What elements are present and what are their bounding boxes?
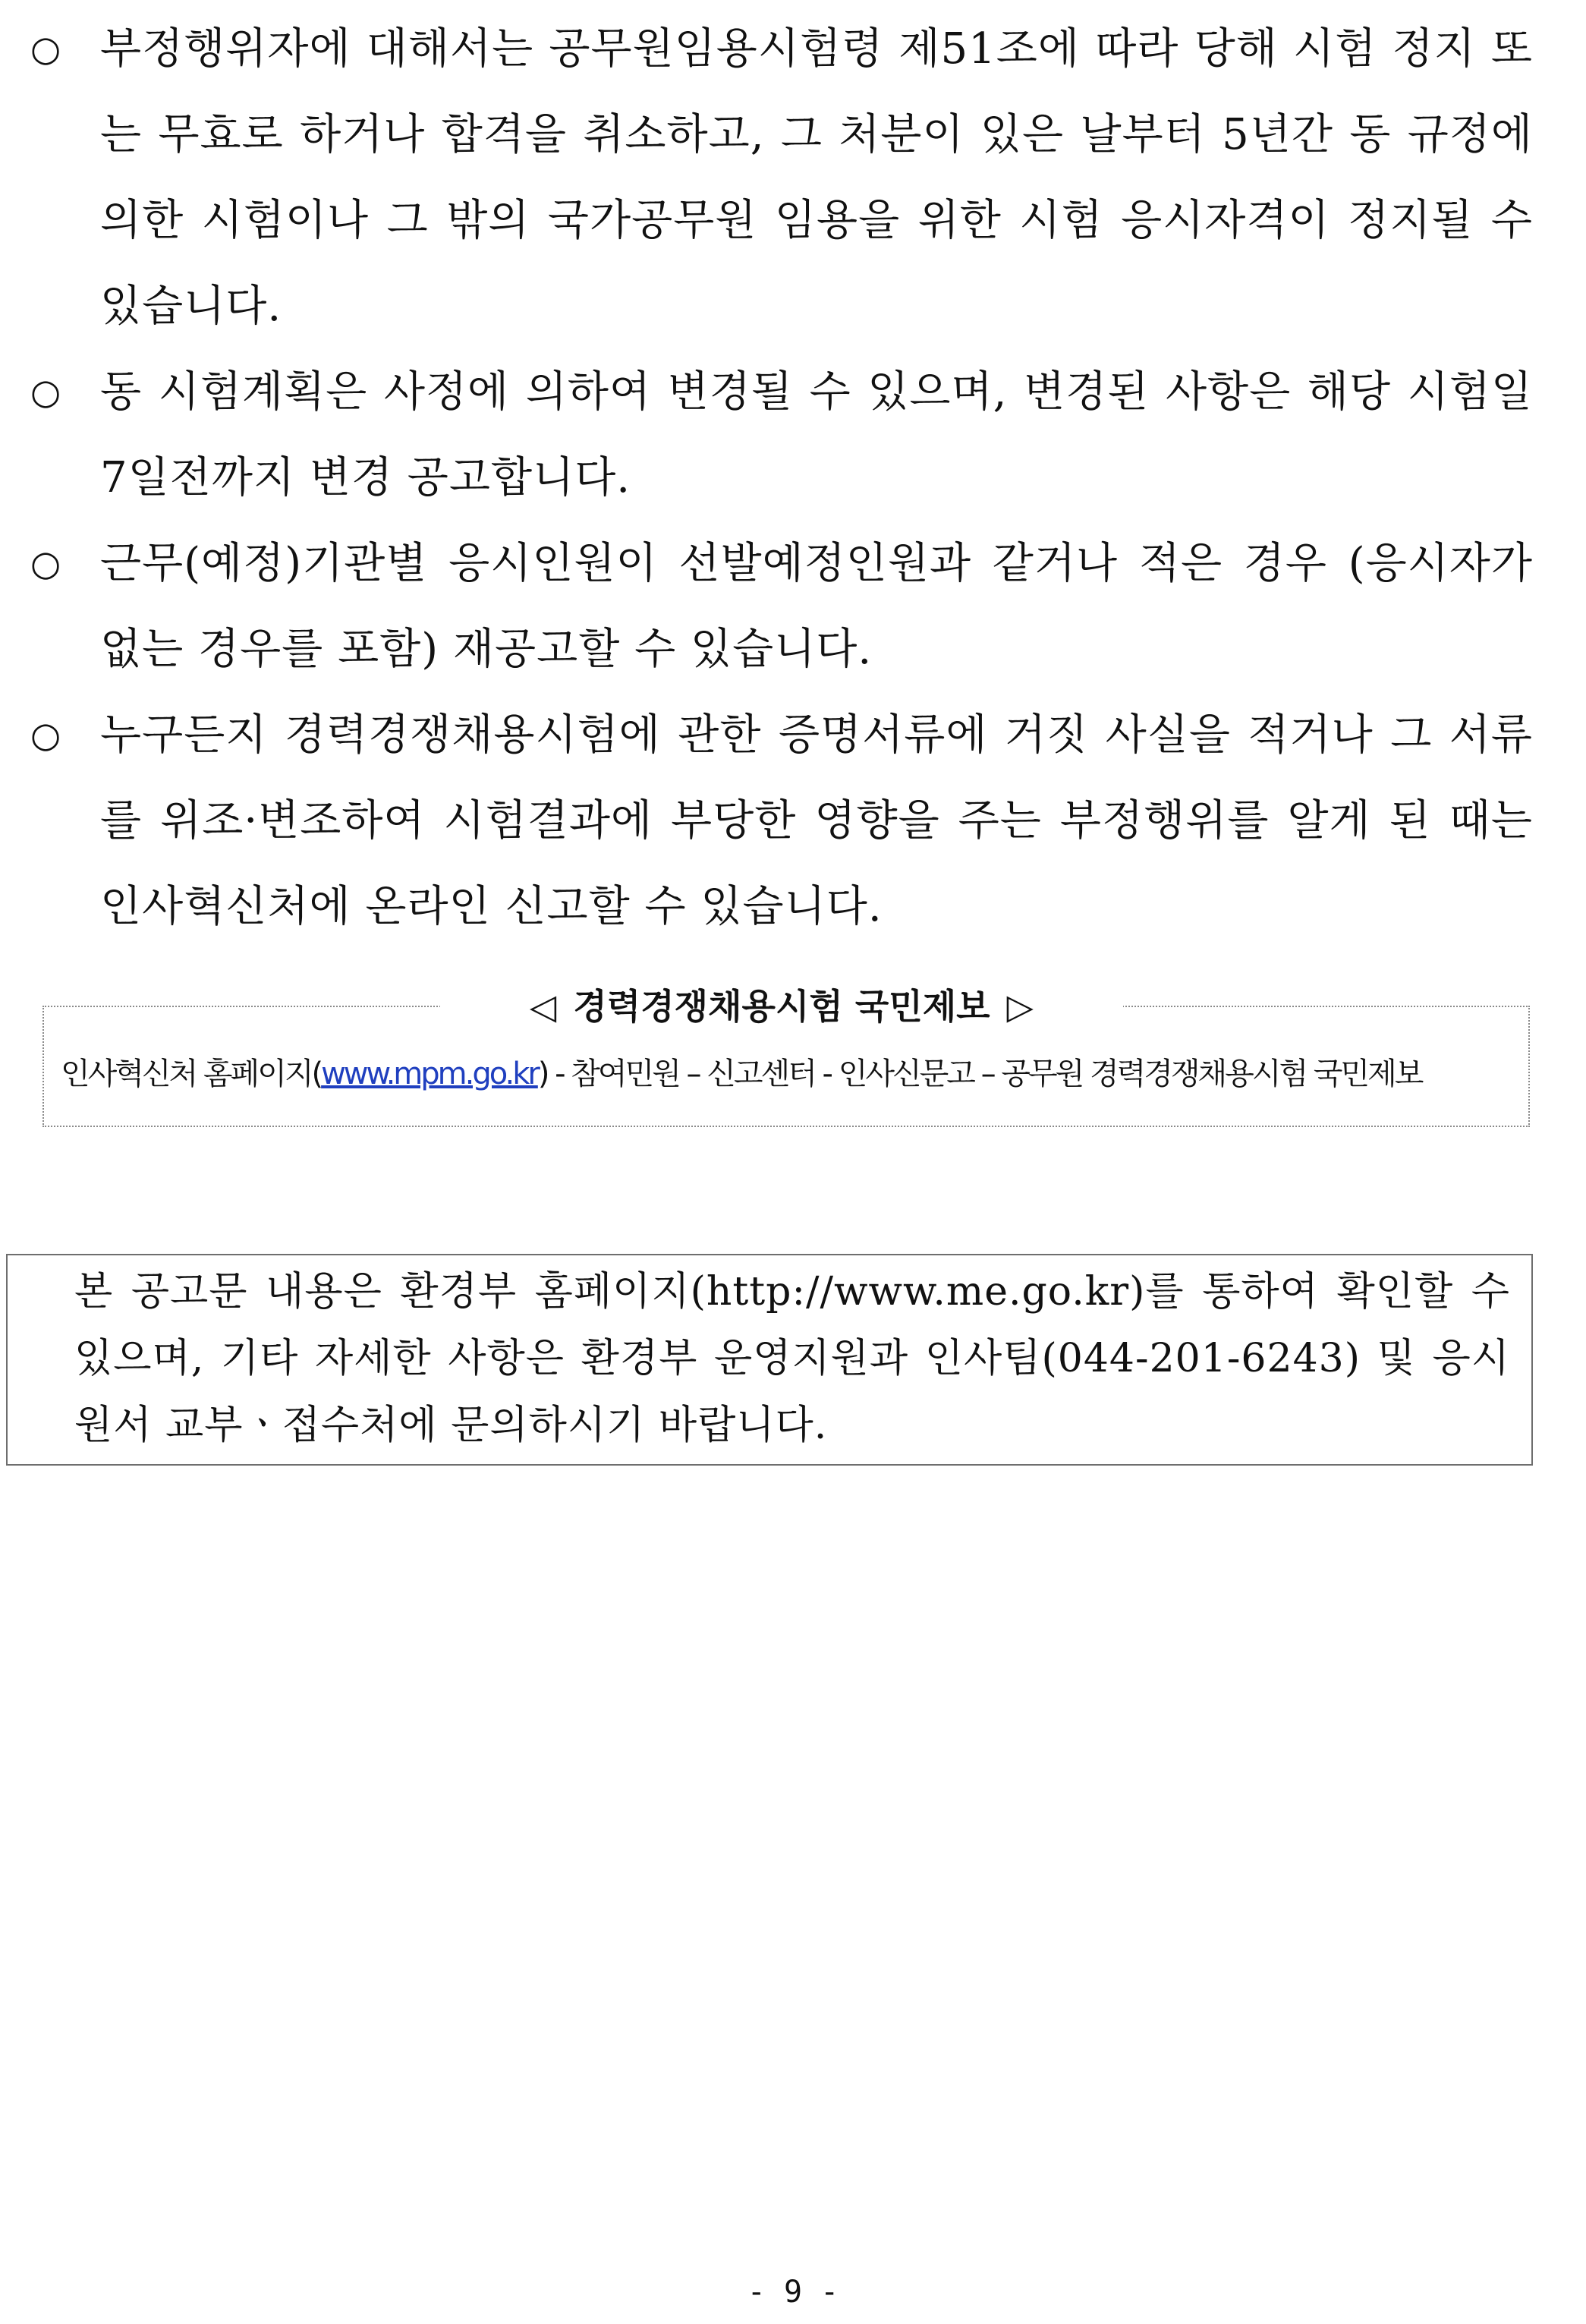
notice-bullet-list (30, 6, 1533, 949)
bullet-text: 근무(예정)기관별 응시인원이 선발예정인원과 같거나 적은 경우 (응시자가 없는 경우를 포함) 재공고할 수 있습니다. (100, 539, 1533, 674)
bullet-text: 누구든지 경력경쟁채용시험에 관한 증명서류에 거짓 사실을 적거나 그 서류를 위조·변조하여 시험결과에 부당한 영향을 주는 부정행위를 알게 된 때는 인사혁신처에 온라인 신고할 수 있습니다. (100, 710, 1533, 931)
page-number: - 9 - (747, 2275, 839, 2310)
bullet-item (30, 692, 1533, 949)
bullet-item (30, 521, 1533, 692)
diamond-icon (15, 1258, 74, 1325)
report-path-prefix: 인사혁신처 홈페이지( (61, 1057, 322, 1091)
report-path-text (61, 1051, 1518, 1097)
report-title-text: 경력경쟁채용시험 국민제보 (573, 986, 990, 1027)
left-triangle-icon: ◁ (529, 986, 557, 1027)
right-triangle-icon: ▷ (1006, 986, 1034, 1027)
bullet-text: 동 시험계획은 사정에 의하여 변경될 수 있으며, 변경된 사항은 해당 시험일 7일전까지 변경 공고합니다. (100, 367, 1533, 502)
bullet-text: 부정행위자에 대해서는 공무원임용시험령 제51조에 따라 당해 시험 정지 또는 무효로 하거나 합격을 취소하고, 그 처분이 있은 날부터 5년간 동 규정에 의한 시험이나 그 밖의 국가공무원 임용을 위한 시험 응시자격이 정지될 수 있습니다. (100, 24, 1533, 331)
circle-bullet-icon: ○ (30, 714, 62, 755)
contact-notice-text: 본 공고문 내용은 환경부 홈페이지(http://www.me.go.kr)를 통하여 확인할 수 있으며, 기타 자세한 사항은 환경부 운영지원과 인사팀(044-201-6243) 및 응시원서 교부ㆍ접수처에 문의하시기 바랍니다. (74, 1269, 1510, 1448)
contact-notice-body (8, 1258, 1510, 1459)
bullet-item (30, 349, 1533, 521)
mpm-homepage-link[interactable]: www.mpm.go.kr (321, 1057, 538, 1091)
circle-bullet-icon: ○ (30, 371, 62, 412)
circle-bullet-icon: ○ (30, 543, 62, 584)
bullet-item (30, 6, 1533, 349)
circle-bullet-icon: ○ (30, 28, 62, 69)
report-path-suffix: ) - 참여민원 – 신고센터 - 인사신문고 – 공무원 경력경쟁채용시험 국민제보 (537, 1057, 1422, 1091)
contact-notice (8, 1258, 1510, 1459)
public-report-title (440, 979, 1123, 1034)
